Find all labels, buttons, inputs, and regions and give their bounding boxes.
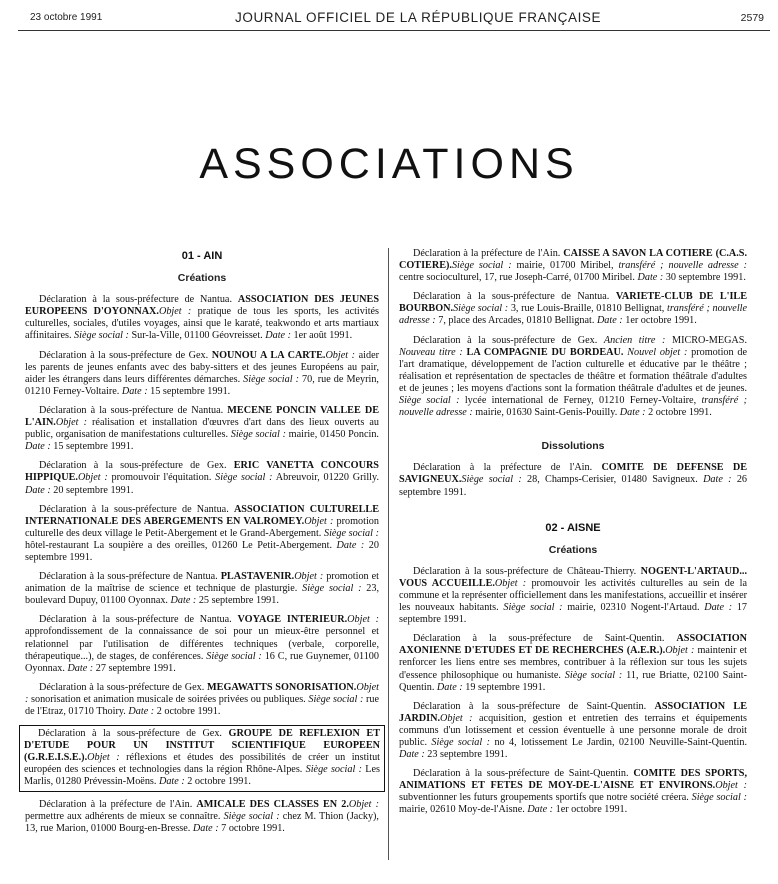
entry-transfer-label: transféré ; nouvelle adresse : [399,395,747,419]
left-column [25,248,379,842]
entry-date-label: Date : [25,441,51,453]
entry-siege: chez M. Thion (Jacky), 13, rue Marion, 01000 Bourg-en-Bresse. [25,810,379,834]
entry-transfer-label: transféré ; nouvelle adresse : [399,303,747,327]
entry-objet-label: Objet : [25,681,379,705]
entry-intro: Déclaration à la sous-préfecture de Nantua. [39,294,238,306]
entry-objet: promouvoir les activités culturelles au sein de la commune et la représenter officiellement dans les manifestations, accueillir et insérer les nouveaux habitants. [399,577,747,614]
entry-objet: promouvoir l'équitation. [107,472,216,484]
entry-intro: Déclaration à la sous-préfecture de Saint-Quentin. [413,700,655,712]
entry-siege: 11, rue Briatte, 02100 Saint-Quentin. [399,669,747,693]
entry-objet-label: Objet : [494,577,527,589]
entry-objet-label: Objet : [665,645,695,657]
entry-objet-label: Objet : [348,798,379,810]
header-rule [18,30,770,31]
entry-siege-label: Siège social : [461,474,522,486]
entry-objet-label: Objet : [55,417,87,429]
issue-date: 23 octobre 1991 [30,12,103,23]
association-entry [19,725,385,791]
entry-date: 2 octobre 1991. [645,407,712,419]
entry-date: 19 septembre 1991. [462,681,546,693]
entry-siege: 70, rue de Meyrin, 01210 Ferney-Voltaire. [25,373,379,397]
association-entry [399,633,747,693]
association-entry [25,614,379,674]
association-entry [25,571,379,607]
page-title: ASSOCIATIONS [199,140,579,188]
entry-date-label: Date : [25,484,51,496]
entry-date-label: Date : [527,804,554,816]
entry-transfer-label: transféré ; nouvelle adresse : [618,260,747,272]
entry-siege-label: Siège social : [308,693,364,705]
entry-objet: approfondissement de la connaissance de soi pour un mieux-être personnel et relationnel par l'utilisation de différentes techniques (verbale, corporelle, thérapeutique...), de stages, de conférences. [25,626,379,662]
entry-name: MEGAWATTS SONORISATION. [207,681,357,693]
entry-name: PLASTAVENIR. [220,571,295,583]
entry-date: 27 septembre 1991. [93,662,176,674]
entry-date-label: Date : [121,385,148,397]
entry-objet-label: Objet : [304,515,334,527]
entry-name: MECENE PONCIN VALLEE DE L'AIN. [25,404,380,429]
entry-date-label: Date : [336,539,365,551]
entry-date: 1er août 1991. [291,330,353,342]
entry-date: 15 septembre 1991. [147,385,231,397]
entry-list [399,462,747,498]
entry-intro: Déclaration à la sous-préfecture de Nantua. [39,404,228,416]
entry-date-label: Date : [703,474,732,486]
entry-objet-label: Objet : [715,780,747,792]
entry-intro: Déclaration à la préfecture de l'Ain. [413,462,602,474]
entry-date: 1er octobre 1991. [622,315,697,327]
association-entry [25,799,379,835]
entry-date: 20 septembre 1991. [50,484,134,496]
entry-intro: Déclaration à la préfecture de l'Ain. [413,248,564,259]
entry-date: 30 septembre 1991. [663,272,746,284]
entry-date: 25 septembre 1991. [196,595,279,607]
entry-intro: Déclaration à la sous-préfecture de Nantua. [39,571,221,583]
entry-siege-label: Siège social : [215,472,273,484]
entry-siege: mairie, 01450 Poncin. [285,429,379,441]
entry-list [25,294,379,835]
entry-transfer: centre socioculturel, 17, rue Joseph-Carré, 01700 Miribel. [399,272,638,284]
journal-title: JOURNAL OFFICIEL DE LA RÉPUBLIQUE FRANÇAISE [235,10,602,25]
entry-name: ASSOCIATION DES JEUNES EUROPEENS D'OYONNAX. [25,294,379,318]
entry-siege-label: Siège social : [243,373,299,385]
entry-date-label: Date : [436,681,463,693]
association-entry [399,335,747,420]
entry-intro: Déclaration à la sous-préfecture de Gex. [413,334,604,346]
department-heading: 01 - AIN [181,250,223,262]
association-entry [399,248,747,284]
entry-objet: pratique de tous les sports, les activités culturelles, sociales, d'utiles voyages, ainsi que le karaté, teakwondo et arts martiaux affinitaires. [25,306,380,342]
entry-objet-label: Objet : [87,752,120,764]
entry-name: ASSOCIATION LE JARDIN. [399,700,747,724]
entry-date: 2 octobre 1991. [184,776,251,788]
entry-siege-label: Siège social : [302,583,362,595]
entry-objet: maintenir et renforcer les liens entre ses membres, contribuer à la réflexion sur tous les sujets d'essence philosophique ou humaniste. [399,645,747,681]
entry-transfer: 7, place des Arcades, 01810 Bellignat. [435,315,597,327]
association-entry [25,405,379,453]
page-number: 2579 [740,12,764,24]
association-entry [25,682,379,718]
entry-intro: Déclaration à la préfecture de l'Ain. [39,798,197,810]
entry-name: COMITE DE DEFENSE DE SAVIGNEUX. [399,462,748,486]
column-divider [388,248,389,860]
entry-date-label: Date : [704,602,733,614]
page-header [30,10,764,30]
entry-date-label: Date : [128,706,155,717]
entry-siege: hôtel-restaurant La soupière a des oreilles, 01260 Le Petit-Abergement. [25,539,337,551]
entry-siege-label: Siège social : [451,260,512,272]
entry-name: VARIETE-CLUB DE L'ILE BOURBON. [399,291,748,315]
entry-objet: acquisition, gestion et entretien des terrains et équipements communs d'un lotissement et cession éventuelle à une personne morale de droit public. [399,712,748,748]
entry-siege-label: Siège social : [399,395,460,407]
entry-intro: Déclaration à la sous-préfecture de Nantua. [39,614,238,626]
entry-name: LA COMPAGNIE DU BORDEAU. [462,346,624,358]
entry-objet-label: Nouvel objet : [623,346,688,358]
entry-name: NOUNOU A LA CARTE. [211,349,326,361]
entry-siege: 3, rue Louis-Braille, 01810 Bellignat, [508,303,667,315]
entry-date-label: Date : [265,330,291,342]
entry-name: ERIC VANETTA CONCOURS HIPPIQUE. [25,460,379,484]
entry-intro: Déclaration à la sous-préfecture de Gex. [39,349,212,361]
entry-intro: Déclaration à la sous-préfecture de Château-Thierry. [413,565,641,577]
entry-name: CAISSE A SAVON LA COTIERE (C.A.S. COTIERE). [399,248,748,272]
entry-objet: aider les parents de jeunes enfants avec des baby-sitters et des jeunes Européens au pair, aider les étrangers dans leurs différentes démarches. [25,349,379,385]
entry-objet-label: Objet : [294,571,324,583]
section-heading: Créations [548,543,598,556]
entry-list [399,248,747,419]
entry-date: 15 septembre 1991. [50,441,134,453]
entry-siege-label: Siège social : [230,429,286,441]
entry-objet-label: Objet : [440,712,473,724]
association-entry [399,462,747,498]
entry-name: AMICALE DES CLASSES EN 2. [196,798,349,810]
association-entry [25,294,379,342]
association-entry [25,350,379,398]
entry-intro: Déclaration à la sous-préfecture de Gex. [39,460,234,472]
entry-objet: sonorisation et animation musicale de soirées privées ou publiques. [28,693,309,705]
entry-siege: mairie, 02610 Moy-de-l'Aisne. [399,804,528,816]
entry-intro: Déclaration à la sous-préfecture de Nantua. [413,291,616,303]
entry-siege-label: Siège social : [206,650,262,662]
entry-siege: lycée international de Ferney, 01210 Ferney-Voltaire, [459,395,702,407]
entry-name: GROUPE DE REFLEXION ET D'ETUDE POUR UN INSTITUT SCIENTIFIQUE EUROPEEN (G.R.E.I.S.E.). [24,728,380,764]
entry-date: 20 septembre 1991. [25,539,379,563]
entry-siege: Les Marlis, 01280 Prévessin-Moëns. [24,764,380,788]
entry-siege-label: Siège social : [564,669,623,681]
entry-date-label: Date : [596,315,623,327]
entry-siege: mairie, 02310 Nogent-l'Artaud. [562,602,705,614]
section-heading: Dissolutions [541,440,605,453]
entry-name: ASSOCIATION AXONIENNE D'ETUDES ET DE RECHERCHES (A.E.R.). [399,633,747,657]
entry-date-label: Date : [399,749,425,761]
entry-objet: réflexions et études des possibilités de créer un institut européen des sciences et technologies dans la région Rhône-Alpes. [24,752,380,776]
entry-objet-label: Objet : [347,614,379,626]
entry-siege-label: Siège social : [223,810,280,822]
entry-objet-label: Objet : [77,472,108,484]
entry-siege-label: Siège social : [305,764,362,776]
section-heading: Créations [177,272,227,285]
entry-intro: Déclaration à la sous-préfecture de Gex. [38,728,229,740]
entry-siege: 28, Champs-Cerisier, 01480 Savigneux. [521,474,704,486]
entry-siege-label: Siège social : [323,527,379,539]
entry-date: 2 octobre 1991. [154,706,221,717]
entry-date-label: Date : [158,776,185,788]
department-heading: 02 - AISNE [545,521,601,534]
entry-siege: no 4, lotissement Le Jardin, 02100 Neuville-Saint-Quentin. [490,737,747,748]
entry-siege-label: Siège social : [453,303,509,315]
entry-objet-label: Objet : [325,349,356,361]
entry-name: NOGENT-L'ARTAUD... VOUS ACCUEILLE. [399,565,747,589]
entry-date-label: Date : [637,272,664,284]
entry-intro: Déclaration à la sous-préfecture de Gex. [39,681,208,693]
entry-nouveau-label: Nouveau titre : [399,346,463,358]
entry-intro: Déclaration à la sous-préfecture de Saint-Quentin. [413,768,634,780]
entry-date: 23 septembre 1991. [424,749,508,761]
association-entry [399,768,747,816]
entry-siege: 23, boulevard Dupuy, 01100 Oyonnax. [25,583,380,607]
entry-siege: Abreuvoir, 01220 Grilly. [272,472,379,484]
entry-name: VOYAGE INTERIEUR. [237,614,348,626]
association-entry [399,566,747,626]
entry-intro: Déclaration à la sous-préfecture de Saint-Quentin. [413,633,677,645]
entry-siege: mairie, 01700 Miribel, [511,260,619,272]
entry-ancien-label: Ancien titre : [603,334,666,346]
entry-date: 1er octobre 1991. [553,804,628,816]
entry-siege-label: Siège social : [74,330,129,342]
right-column [399,248,747,824]
entry-date: 26 septembre 1991. [399,474,748,498]
association-entry [25,504,379,564]
entry-date-label: Date : [67,662,94,674]
entry-objet: promotion de l'art dramatique, développement de l'action culturelle et éducative par le théâtre ; réalisation et représentation de spectacles de théâtre et formation théâtrale d'adultes et de jeunes ; les moyens d'actions sont la formation théâtrale d'adultes et de jeunes. [399,346,747,394]
entry-objet: réalisation et installation d'œuvres d'art dans des lieux ouverts au public, organisation de manifestations culturelles. [25,417,380,441]
entry-date-label: Date : [192,822,219,834]
entry-objet: promotion culturelle des deux village le Petit-Abergement et le Grand-Abergement. [25,515,379,539]
association-entry [399,291,747,327]
entry-list [399,566,747,817]
entry-name: ASSOCIATION CULTURELLE INTERNATIONALE DES ABERGEMENTS EN VALROMEY. [25,503,379,527]
entry-intro: Déclaration à la sous-préfecture de Nantua. [39,503,234,515]
entry-date-label: Date : [170,595,197,607]
entry-objet: permettre aux adhérents de mieux se connaître. [25,810,224,822]
association-entry [399,701,747,761]
entry-ancien: MICRO-MEGAS. [665,334,748,346]
entry-siege-label: Siège social : [431,737,491,748]
entry-objet: promotion et animation de la maîtrise de science et technique de plasturgie. [25,571,379,595]
entry-siege: 16 C, rue Guynemer, 01100 Oyonnax. [25,650,379,674]
entry-objet-label: Objet : [158,306,192,318]
entry-date: 7 octobre 1991. [218,822,285,834]
association-entry [25,460,379,496]
entry-siege: Sur-la-Ville, 01100 Géovreisset. [128,330,266,342]
entry-objet: subventionner les futurs groupements sportifs que notre société créera. [399,792,692,804]
entry-transfer: mairie, 01630 Saint-Genis-Pouilly. [472,407,620,419]
entry-name: COMITE DES SPORTS, ANIMATIONS ET FETES DE MOY-DE-L'AISNE ET ENVIRONS. [399,768,748,792]
entry-siege-label: Siège social : [691,792,747,804]
entry-siege-label: Siège social : [503,602,563,614]
entry-date-label: Date : [619,407,646,419]
entry-siege: rue de l'Etraz, 01710 Thoiry. [25,693,379,717]
entry-date: 17 septembre 1991. [399,602,748,626]
